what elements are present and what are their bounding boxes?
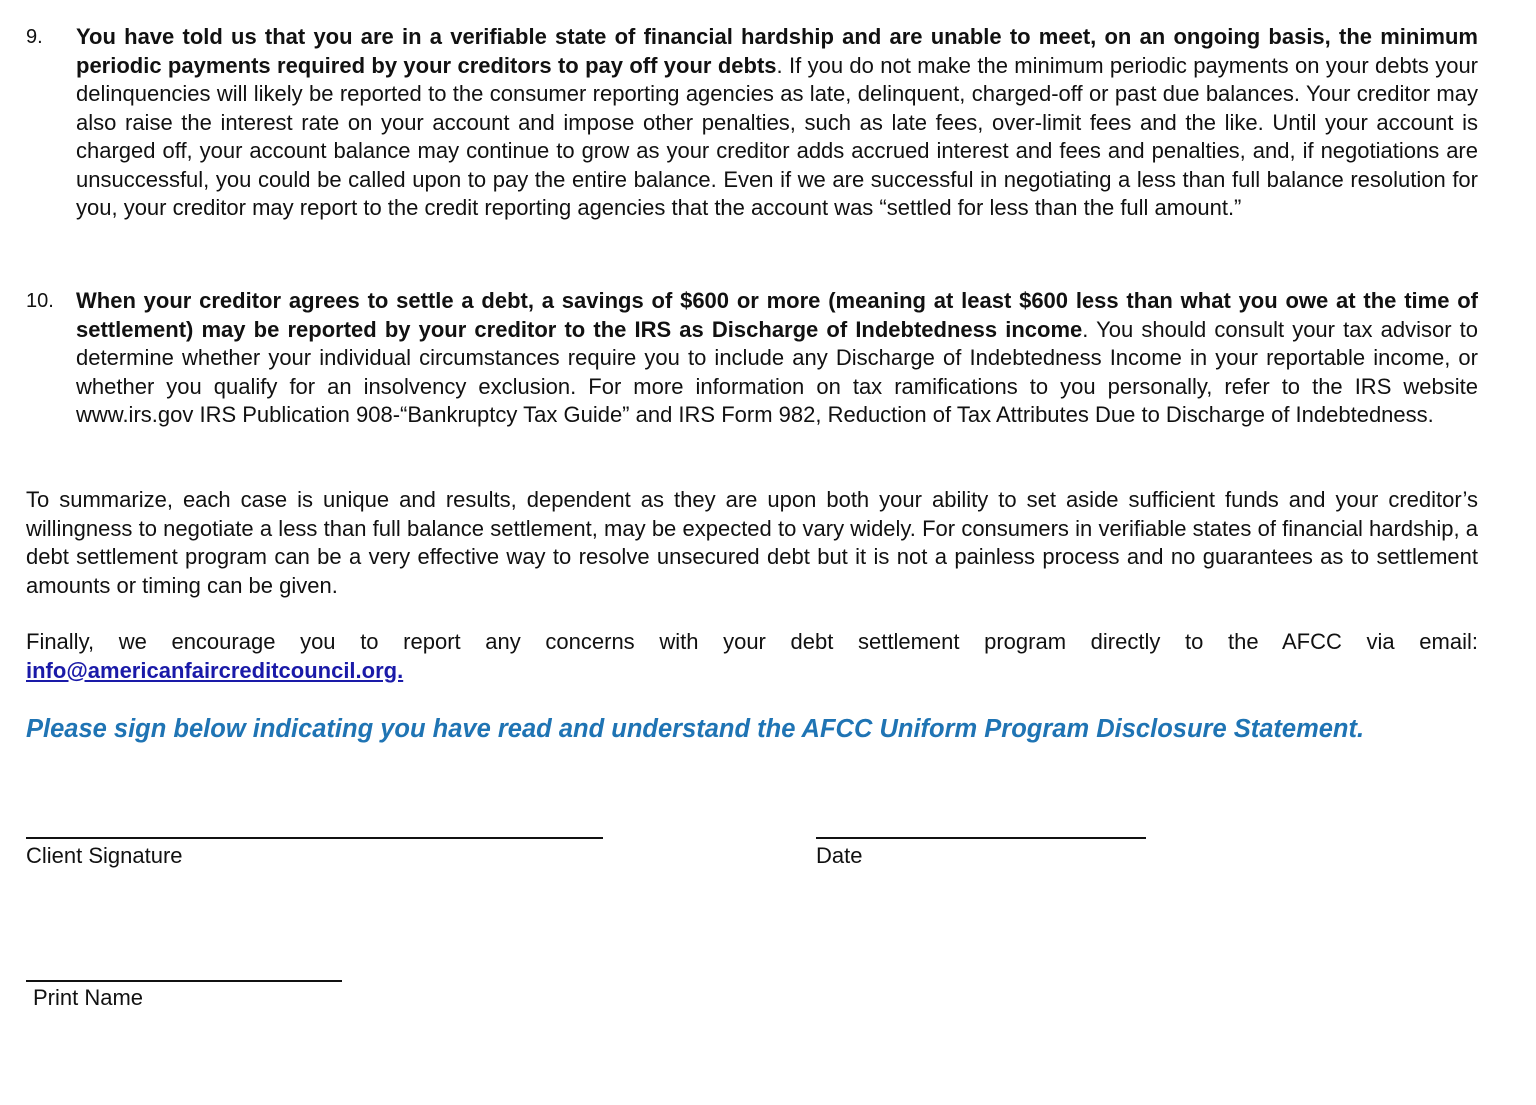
email-link[interactable]: info@americanfaircreditcouncil.org.	[26, 657, 404, 683]
list-item-9	[26, 23, 1478, 223]
item-number: 9.	[26, 26, 43, 48]
item-text: . You should consult your tax advisor to determine whether your individual circumstances require you to include any Discharge of Indebtedness Income in your reportable income, or whether you qualify for an insolvency exclusion. For more information on tax ramifications to you personally, refer to the IRS website www.irs.gov IRS Publication 908-“Bankruptcy Tax Guide” and IRS Form 982, Reduction of Tax Attributes Due to Discharge of Indebtedness.	[76, 316, 1479, 427]
summary-paragraph: To summarize, each case is unique and results, dependent as they are upon both your ability to set aside sufficient funds and your creditor’s willingness to negotiate a less than full balance settlement, may be expected to vary widely. For consumers in verifiable states of financial hardship, a debt settlement program can be a very effective way to resolve unsecured debt but it is not a painless process and no guarantees as to settlement amounts or timing can be given.	[26, 487, 1478, 598]
finally-text: Finally, we encourage you to report any concerns with your debt settlement program directly to the AFCC via email:	[26, 629, 1478, 654]
list-item-10	[26, 287, 1478, 430]
item-number: 10.	[26, 290, 54, 312]
client-signature-label: Client Signature	[26, 843, 183, 868]
print-name-label: Print Name	[33, 985, 144, 1010]
sign-instruction: Please sign below indicating you have read and understand the AFCC Uniform Program Disclosure Statement.	[26, 715, 1365, 743]
item-bold-text: You have told us that you are in a verifiable state of financial hardship and are unable to meet, on an ongoing basis, the minimum periodic payments required by your creditors to pay off your debts	[76, 24, 1478, 78]
item-body	[76, 287, 1478, 430]
client-signature-line[interactable]	[26, 837, 603, 839]
item-text: . If you do not make the minimum periodic payments on your debts your delinquencies will likely be reported to the consumer reporting agencies as late, delinquent, charged-off or past due balances. Your creditor may also raise the interest rate on your account and impose other penalties, such as late fees, over-limit fees and the like. Until your account is charged off, your account balance may continue to grow as your creditor adds accrued interest and fees and penalties, and, if negotiations are unsuccessful, you could be called upon to pay the entire balance. Even if we are successful in negotiating a less than full balance resolution for you, your creditor may report to the credit reporting agencies that the account was “settled for less than the full amount.”	[76, 52, 1479, 220]
finally-paragraph	[26, 628, 1478, 685]
print-name-line[interactable]	[26, 980, 342, 982]
date-label: Date	[816, 843, 863, 868]
item-bold-text: When your creditor agrees to settle a debt, a savings of $600 or more (meaning at least $600 less than what you owe at the time of settlement) may be reported by your creditor to the IRS as Discharge of Indebtedness income	[76, 288, 1478, 342]
date-line[interactable]	[816, 837, 1146, 839]
item-body	[76, 23, 1478, 223]
